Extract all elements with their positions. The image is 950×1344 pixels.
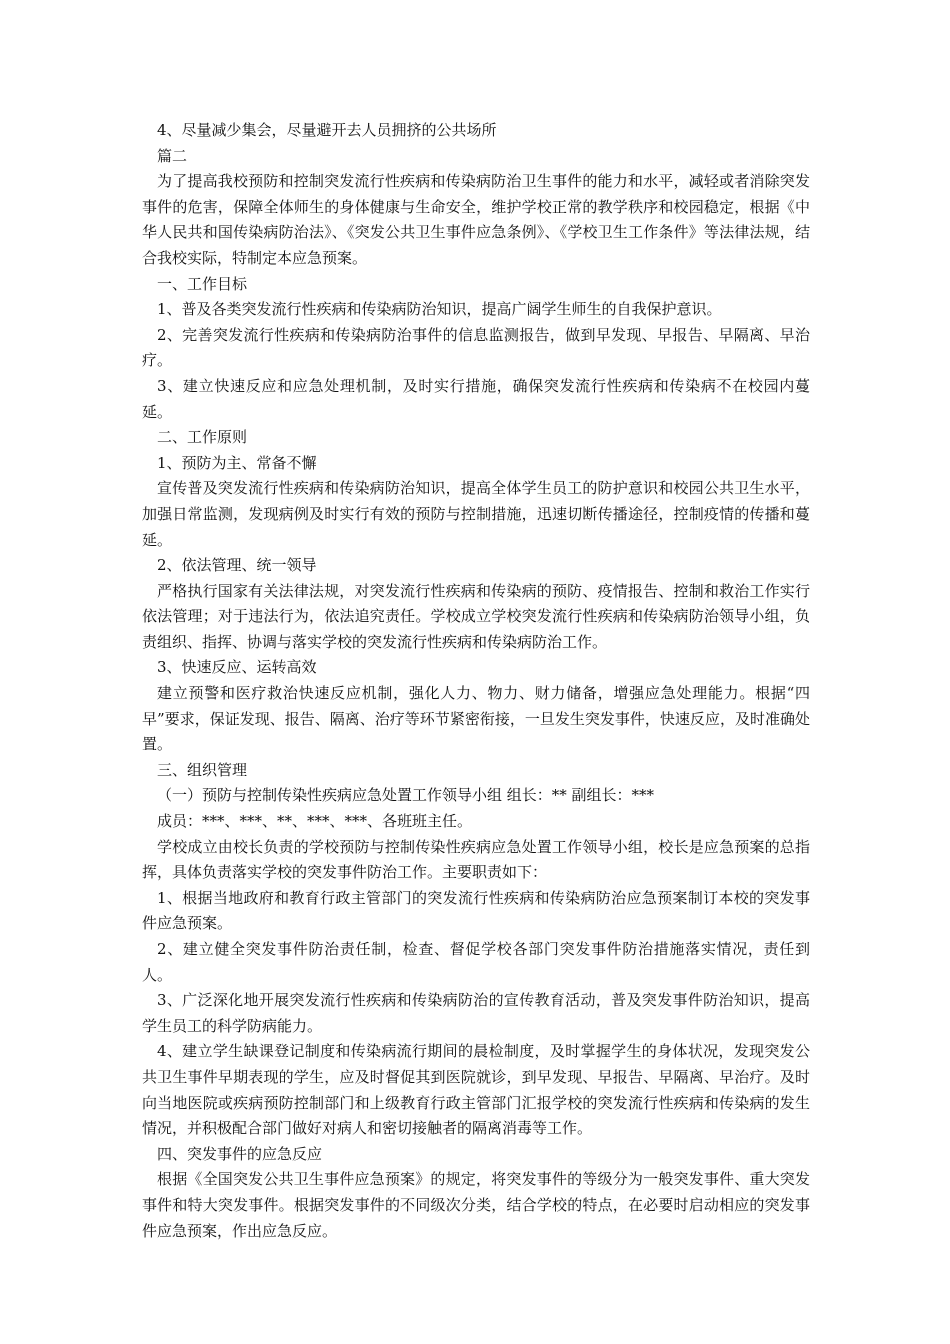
responsibility-intro: 学校成立由校长负责的学校预防与控制传染性疾病应急处置工作领导小组，校长是应急预案的总指挥，具体负责落实学校的突发事件防治工作。主要职责如下： (142, 837, 810, 882)
emergency-response-body: 根据《全国突发公共卫生事件应急预案》的规定，将突发事件的等级分为一般突发事件、重大突发事件和特大突发事件。根据突发事件的不同级次分类，结合学校的特点，在必要时启动相应的突发事件应急预案，作出应急反应。 (142, 1170, 810, 1240)
heading-organization: 三、组织管理 (157, 760, 248, 779)
duty-item-1: 1、根据当地政府和教育行政主管部门的突发流行性疾病和传染病防治应急预案制订本校的突发事件应急预案。 (142, 888, 810, 933)
principle-2-title: 2、依法管理、统一领导 (157, 556, 317, 575)
principle-2-body: 严格执行国家有关法律法规，对突发流行性疾病和传染病的预防、疫情报告、控制和救治工作实行依法管理；对于违法行为，依法追究责任。学校成立学校突发流行性疾病和传染病防治领导小组，负责组织、指挥、协调与落实学校的突发流行性疾病和传染病防治工作。 (142, 581, 810, 651)
duty-item-2: 2、建立健全突发事件防治责任制，检查、督促学校各部门突发事件防治措施落实情况，责任到人。 (142, 940, 810, 984)
goal-item-3: 3、建立快速反应和应急处理机制，及时实行措施，确保突发流行性疾病和传染病不在校园内蔓延。 (142, 376, 810, 421)
members-line: 成员：***、***、**、***、***、各班班主任。 (157, 812, 473, 831)
goal-item-1: 1、普及各类突发流行性疾病和传染病防治知识，提高广阔学生师生的自我保护意识。 (157, 300, 722, 319)
principle-1-title: 1、预防为主、常备不懈 (157, 453, 317, 472)
principle-3-body: 建立预警和医疗救治快速反应机制，强化人力、物力、财力储备，增强应急处理能力。根据“四早”要求，保证发现、报告、隔离、治疗等环节紧密衔接，一旦发生突发事件，快速反应，及时准确处置。 (142, 684, 810, 754)
heading-work-goals: 一、工作目标 (157, 274, 248, 293)
intro-paragraph: 为了提高我校预防和控制突发流行性疾病和传染病防治卫生事件的能力和水平，减轻或者消除突发事件的危害，保障全体师生的身体健康与生命安全，维护学校正常的教学秩序和校园稳定，根据《中华人民共和国传染病防治法》、《突发公共卫生事件应急条例》、《学校卫生工作条件》等法律法规，结合我校实际，特制定本应急预案。 (142, 172, 810, 267)
section-label-part-two: 篇二 (157, 146, 188, 165)
principle-3-title: 3、快速反应、运转高效 (157, 658, 317, 677)
paragraph-item-4-reduce-gatherings: 4、尽量减少集会，尽量避开去人员拥挤的公共场所 (157, 121, 497, 139)
document-body (142, 118, 810, 1244)
heading-emergency-response: 四、突发事件的应急反应 (157, 1144, 323, 1163)
principle-1-body: 宣传普及突发流行性疾病和传染病防治知识，提高全体学生员工的防护意识和校园公共卫生水平，加强日常监测，发现病例及时实行有效的预防与控制措施，迅速切断传播途径，控制疫情的传播和蔓延。 (142, 479, 810, 549)
leadership-group-line: （一）预防与控制传染性疾病应急处置工作领导小组 组长：** 副组长：*** (157, 786, 655, 805)
duty-item-3: 3、广泛深化地开展突发流行性疾病和传染病防治的宣传教育活动，普及突发事件防治知识，提高学生员工的科学防病能力。 (142, 991, 810, 1035)
duty-item-4: 4、建立学生缺课登记制度和传染病流行期间的晨检制度，及时掌握学生的身体状况，发现突发公共卫生事件早期表现的学生，应及时督促其到医院就诊，到早发现、早报告、早隔离、早治疗。及时向当地医院或疾病预防控制部门和上级教育行政主管部门汇报学校的突发流行性疾病和传染病的发生情况，并积极配合部门做好对病人和密切接触者的隔离消毒等工作。 (142, 1042, 810, 1138)
goal-item-2: 2、完善突发流行性疾病和传染病防治事件的信息监测报告，做到早发现、早报告、早隔离、早治疗。 (142, 325, 810, 370)
heading-work-principles: 二、工作原则 (157, 428, 248, 447)
